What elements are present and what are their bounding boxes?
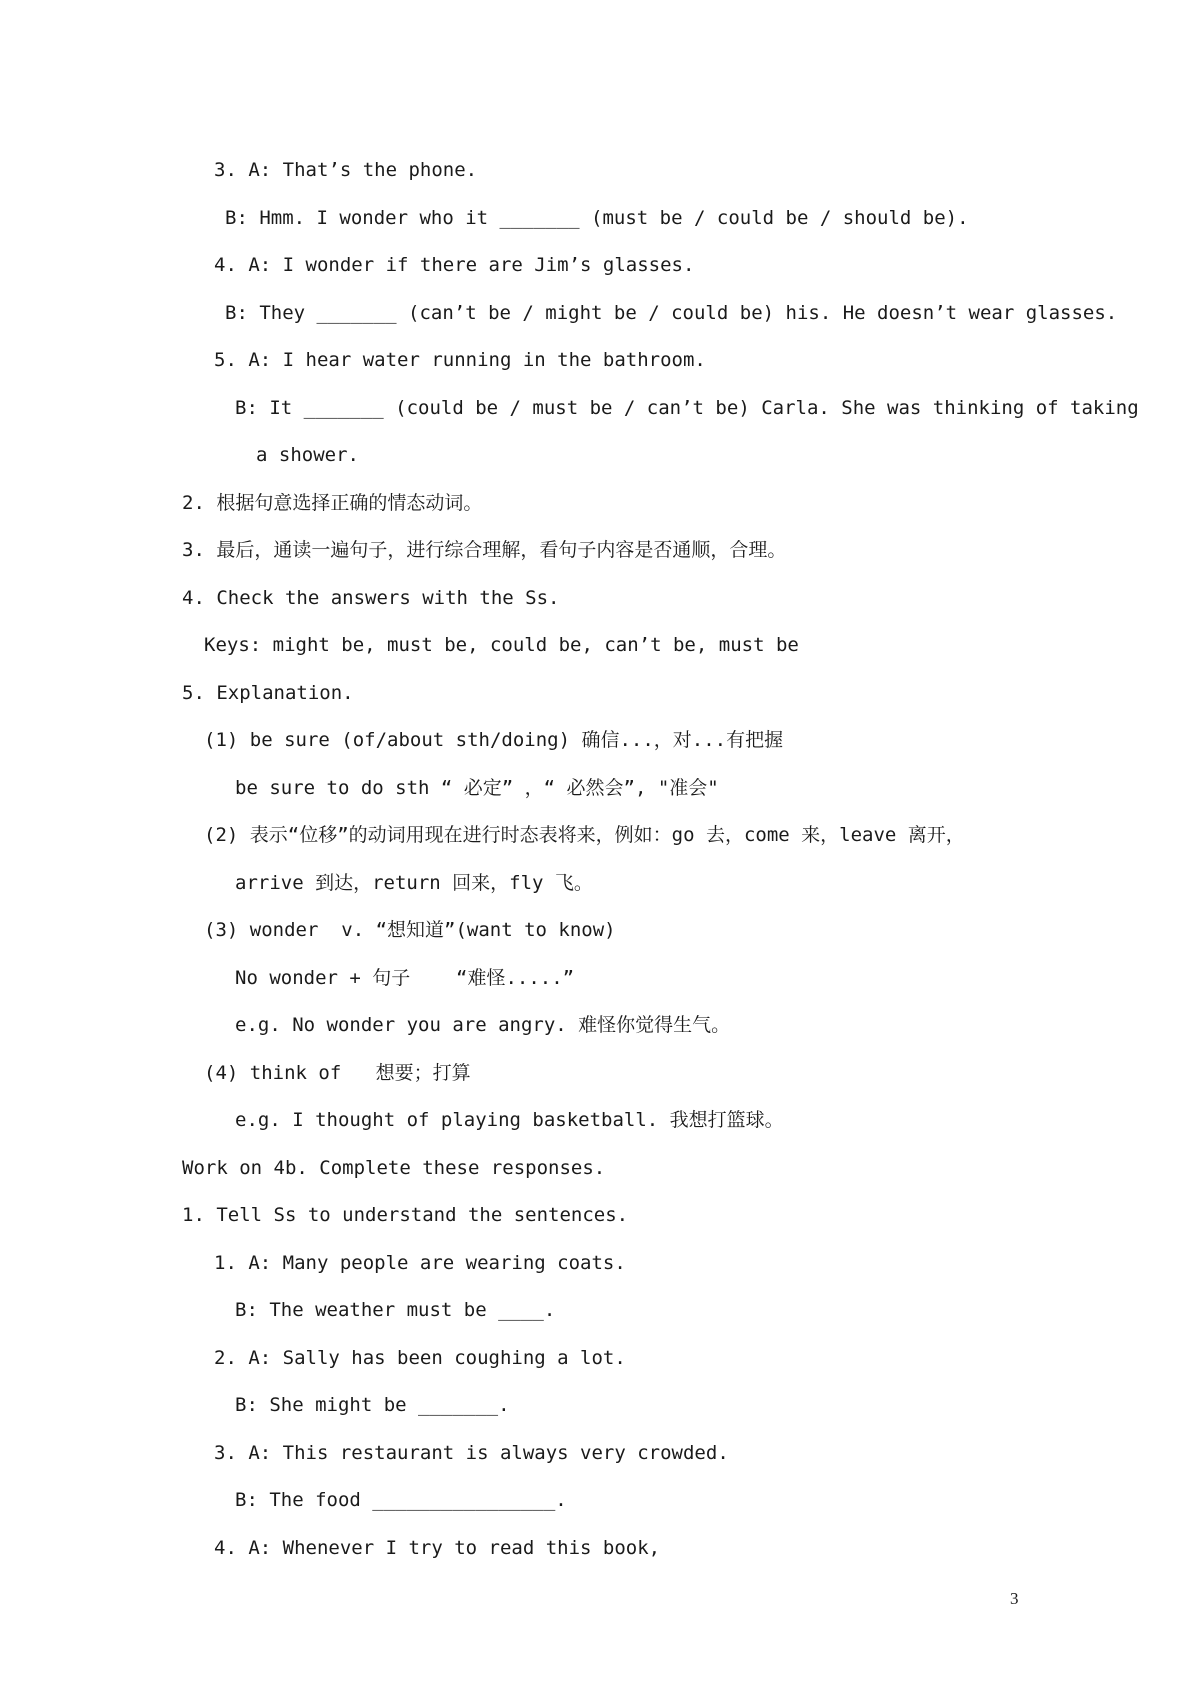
- text-line: 5. A: I hear water running in the bathroom.: [214, 349, 706, 371]
- text-line: a shower.: [256, 444, 359, 466]
- text-line: B: It _______ (could be / must be / can’t be) Carla. She was thinking of taking: [235, 397, 1139, 419]
- text-line: 1. Tell Ss to understand the sentences.: [182, 1204, 629, 1226]
- text-line: 4. Check the answers with the Ss.: [182, 587, 560, 609]
- text-line: (3) wonder v. “想知道”(want to know): [204, 919, 616, 941]
- text-line: No wonder + 句子 “难怪.....”: [235, 967, 575, 989]
- text-line: B: They _______ (can’t be / might be / could be) his. He doesn’t wear glasses.: [225, 302, 1118, 324]
- text-line: B: The weather must be ____.: [235, 1299, 556, 1321]
- text-line: 3. A: This restaurant is always very crowded.: [214, 1442, 729, 1464]
- text-line: B: The food ________________.: [235, 1489, 567, 1511]
- text-line: be sure to do sth “ 必定” ，“ 必然会”, "准会": [235, 777, 719, 799]
- text-line: 3. 最后，通读一遍句子，进行综合理解，看句子内容是否通顺，合理。: [182, 539, 787, 561]
- page-number: 3: [1010, 1589, 1019, 1608]
- text-line: Keys: might be, must be, could be, can’t be, must be: [204, 634, 799, 656]
- text-line: 5. Explanation.: [182, 682, 354, 704]
- text-line: e.g. I thought of playing basketball. 我想打篮球。: [235, 1109, 784, 1131]
- text-line: B: She might be _______.: [235, 1394, 510, 1416]
- text-line: e.g. No wonder you are angry. 难怪你觉得生气。: [235, 1014, 731, 1036]
- text-line: B: Hmm. I wonder who it _______ (must be / could be / should be).: [225, 207, 969, 229]
- text-line: (1) be sure (of/about sth/doing) 确信...，对...有把握: [204, 729, 784, 751]
- text-line: (2) 表示“位移”的动词用现在进行时态表将来，例如：go 去，come 来，leave 离开，: [204, 824, 965, 846]
- text-line: 1. A: Many people are wearing coats.: [214, 1252, 626, 1274]
- text-line: 4. A: I wonder if there are Jim’s glasses.: [214, 254, 695, 276]
- text-line: 3. A: That’s the phone.: [214, 159, 478, 181]
- text-line: Work on 4b. Complete these responses.: [182, 1157, 606, 1179]
- text-line: (4) think of 想要；打算: [204, 1062, 471, 1084]
- text-line: 4. A: Whenever I try to read this book,: [214, 1537, 661, 1559]
- text-line: arrive 到达，return 回来，fly 飞。: [235, 872, 593, 894]
- text-line: 2. A: Sally has been coughing a lot.: [214, 1347, 626, 1369]
- text-line: 2. 根据句意选择正确的情态动词。: [182, 492, 483, 514]
